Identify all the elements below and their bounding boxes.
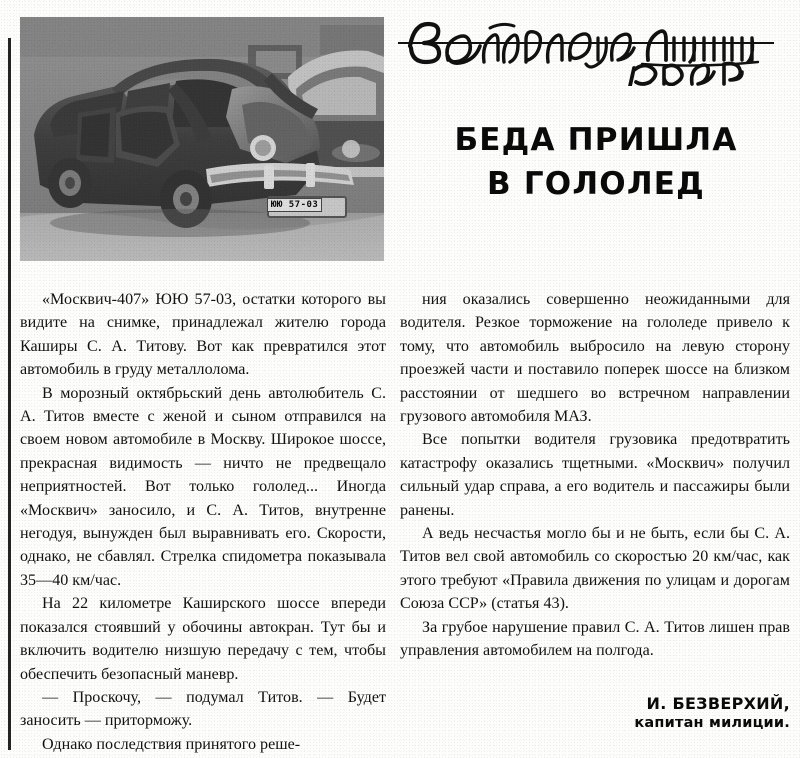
paragraph: Все попытки водителя грузовика предотвратить катастрофу оказались тщетными. «Москвич» получил сильный удар справа, а его водитель и пассажиры были ранены. bbox=[400, 431, 790, 519]
headline-line-2: В ГОЛОЛЕД bbox=[487, 166, 705, 203]
crash-photograph-image bbox=[20, 17, 384, 261]
crash-photograph bbox=[20, 17, 384, 261]
article-byline bbox=[400, 694, 790, 731]
body-column-right bbox=[400, 288, 790, 663]
left-column-rule bbox=[8, 38, 11, 750]
article-headline bbox=[400, 118, 792, 206]
body-column-left bbox=[20, 288, 386, 756]
license-plate-number: ЮЮ 57-03 bbox=[267, 198, 322, 212]
byline-author-rank: капитан милиции. bbox=[634, 715, 790, 731]
paragraph: ния оказались совершенно неожиданными для водителя. Резкое торможение на гололеде привело к тому, что автомобиль выбросило на левую сторону проезжей части и поставило поперек шоссе на близком расстоянии от шедшего во встречном направлении грузового автомобиля МАЗ. bbox=[400, 291, 790, 426]
paragraph: А ведь несчастья могло бы и не быть, если бы С. А. Титов вел свой автомобиль со скоростью 20 км/час, как этого требуют «Правила движения по улицам и дорогам Союза ССР» (статья 43). bbox=[400, 525, 790, 613]
paragraph: — Проскочу, — подумал Титов. — Будет заносить — приторможу. bbox=[20, 688, 386, 730]
paragraph: Однако последствия принятого реше- bbox=[42, 735, 301, 753]
headline-line-1: БЕДА ПРИШЛА bbox=[454, 122, 738, 158]
paragraph: В морозный октябрьский день автолюбитель С. А. Титов вместе с женой и сыном отправился на своем новом автомобиле в Москву. Широкое шоссе, прекрасная видимость — ничто не предвещало неприятностей. Вот только гололед... Иногда «Москвич» заносило, и С. А. Титов, внутренне негодуя, вынужден был выравнивать его. Скорости, однако, не сбавлял. Стрелка спидометра показывала 35—40 км/час. bbox=[20, 384, 386, 589]
paragraph: «Москвич-407» ЮЮ 57-03, остатки которого вы видите на снимке, принадлежал жителю города Каширы С. А. Титову. Вот как превратился этот автомобиль в груду металлолома. bbox=[20, 291, 386, 379]
kicker-script-heading bbox=[398, 12, 790, 84]
byline-author-name: И. БЕЗВЕРХИЙ, bbox=[646, 694, 790, 713]
paragraph: За грубое нарушение правил С. А. Титов лишен прав управления автомобилем на полгода. bbox=[400, 618, 790, 660]
paragraph: На 22 километре Каширского шоссе впереди показался стоявший у обочины автокран. Тут бы и включить водителю низшую передачу с тем, чтобы обеспечить безопасный маневр. bbox=[20, 595, 386, 683]
